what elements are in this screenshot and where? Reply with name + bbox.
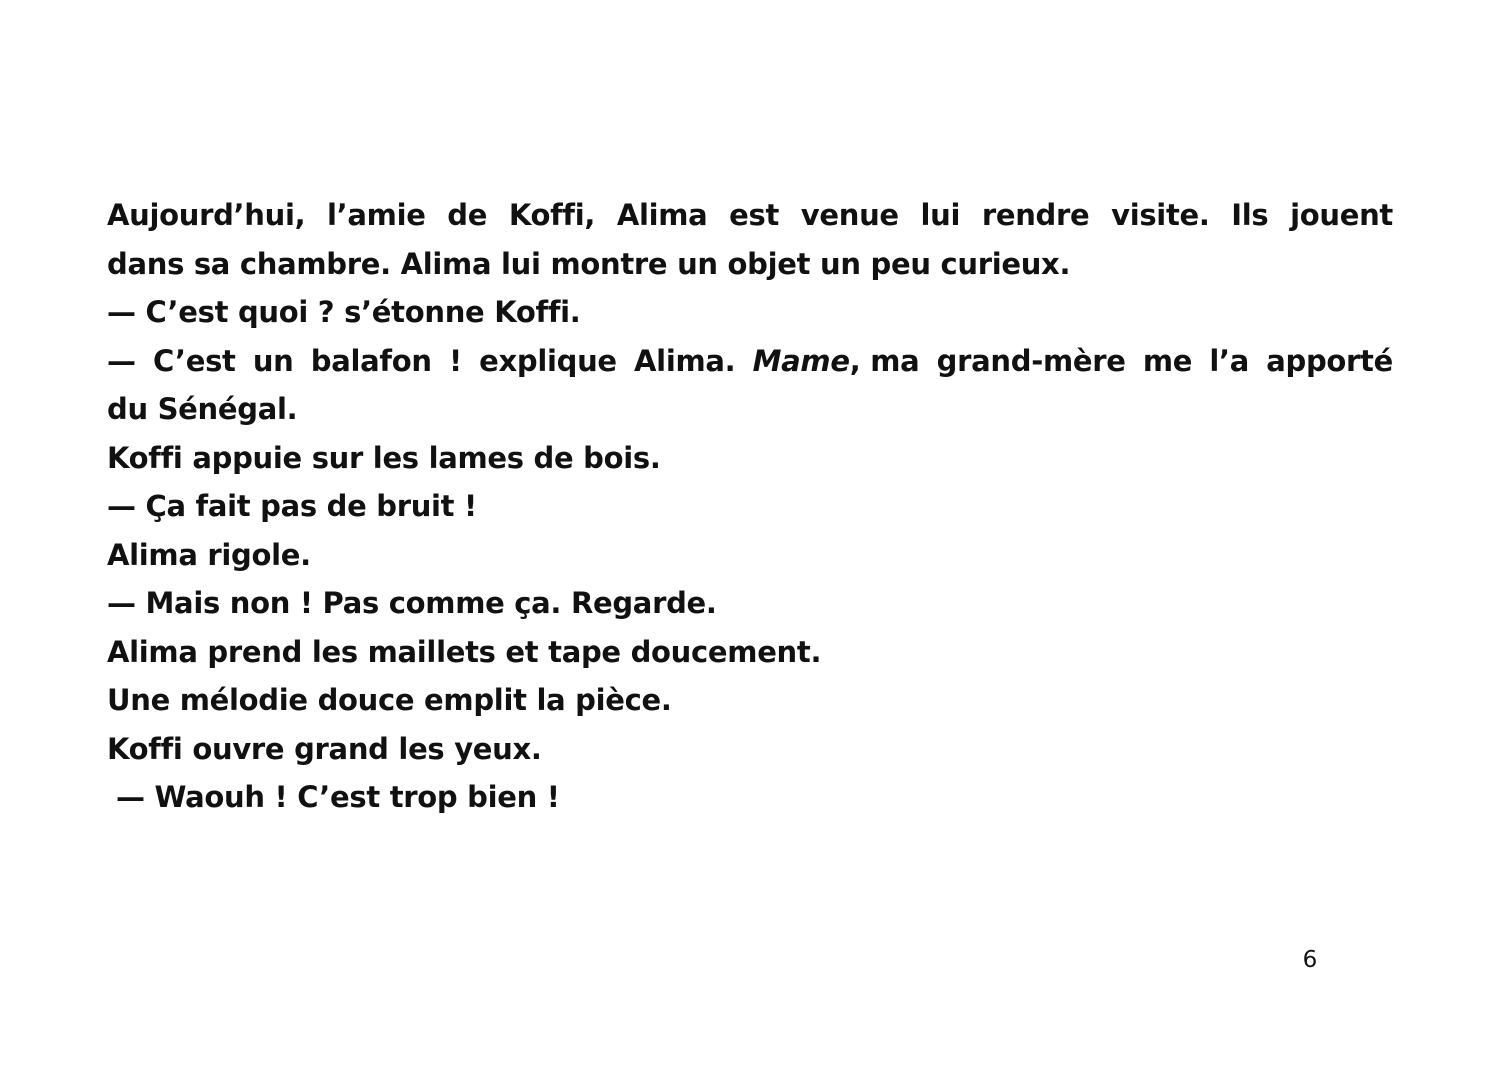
- word: explique: [479, 343, 617, 378]
- word: Alima.: [634, 343, 736, 378]
- story-text: [107, 191, 1393, 822]
- word: de: [447, 198, 488, 232]
- story-line-9: — Mais non ! Pas comme ça. Regarde.: [107, 586, 717, 620]
- story-line-13: — Waouh ! C’est trop bien !: [116, 780, 560, 814]
- story-line-5: du Sénégal.: [107, 392, 298, 426]
- word: est: [729, 198, 780, 232]
- word: apporté: [1266, 343, 1393, 378]
- word: Aujourd’hui,: [107, 198, 306, 232]
- story-line-10: Alima prend les maillets et tape doucement.: [107, 634, 822, 669]
- word: l’amie: [327, 198, 426, 232]
- word: jouent: [1290, 198, 1393, 232]
- word: grand-mère: [936, 343, 1126, 378]
- story-line-12: Koffi ouvre grand les yeux.: [107, 731, 542, 766]
- word: rendre: [981, 198, 1090, 232]
- word: venue: [800, 198, 899, 232]
- story-line-7: — Ça fait pas de bruit !: [107, 489, 477, 523]
- word: me: [1142, 343, 1193, 378]
- word: visite.: [1111, 198, 1210, 232]
- word: , ma: [849, 343, 920, 378]
- word: Alima: [616, 198, 708, 232]
- word: l’a: [1209, 343, 1250, 378]
- word: Ils: [1231, 198, 1269, 232]
- page-number: 6: [1302, 947, 1318, 973]
- story-line-1: [107, 191, 1393, 240]
- word: balafon: [310, 343, 432, 378]
- story-line-8: Alima rigole.: [107, 537, 311, 572]
- word-group: [753, 337, 920, 386]
- story-line-4: [107, 337, 1393, 386]
- word: —: [107, 343, 136, 378]
- word: !: [448, 343, 462, 378]
- story-line-11: Une mélodie douce emplit la pièce.: [107, 683, 672, 717]
- word: un: [252, 343, 294, 378]
- word: Koffi,: [508, 198, 596, 232]
- word: C’est: [152, 343, 236, 378]
- story-line-3: — C’est quoi ? s’étonne Koffi.: [107, 295, 581, 329]
- story-line-2: dans sa chambre. Alima lui montre un objet un peu curieux.: [107, 246, 1071, 281]
- word: lui: [920, 198, 961, 232]
- story-line-6: Koffi appuie sur les lames de bois.: [107, 440, 661, 475]
- italic-word: Mame: [752, 343, 850, 378]
